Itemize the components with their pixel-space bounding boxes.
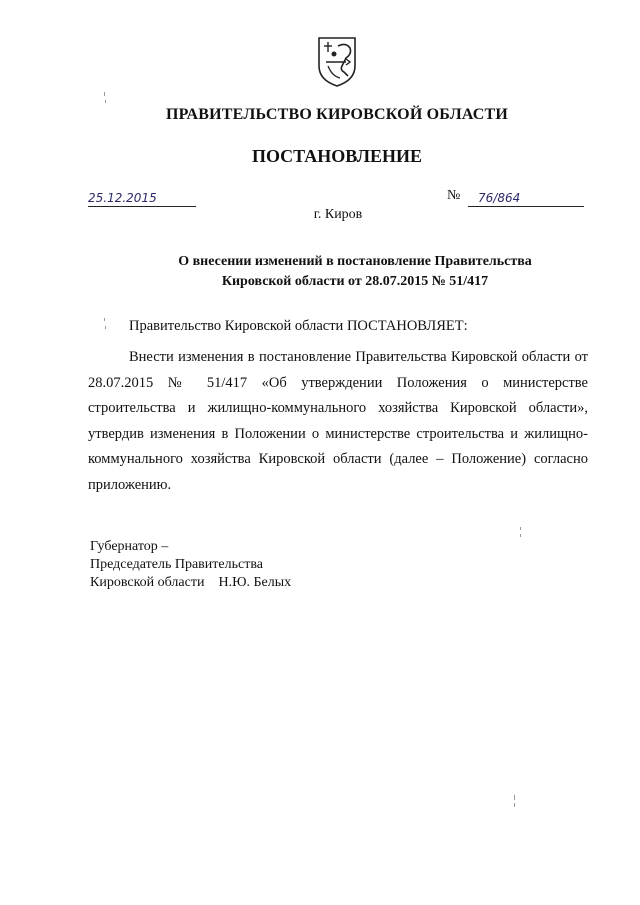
preamble: Правительство Кировской области ПОСТАНОВЛЯЕТ: — [129, 318, 468, 334]
date-field — [88, 186, 196, 207]
scan-speck — [514, 795, 515, 800]
government-title: ПРАВИТЕЛЬСТВО КИРОВСКОЙ ОБЛАСТИ — [165, 106, 509, 123]
scan-speck — [520, 534, 521, 537]
handwritten-number: 76/864 — [478, 191, 521, 205]
signatory-title-2: Председатель Правительства — [90, 557, 263, 572]
kirov-coat-of-arms-icon — [316, 36, 358, 88]
document-type-heading: ПОСТАНОВЛЕНИЕ — [251, 146, 423, 166]
signature-block — [90, 538, 291, 592]
resolution-paragraph: Внести изменения в постановление Правительства Кировской области от 28.07.2015 № 51/417 «Об утверждении Положения о министерстве строительства и жилищно-коммунального хозяйства Кировской области», утвердив изменения в Положении о министерстве строительства и жилищно-коммунального хозяйства Кировской области (далее – Положение) согласно приложению. — [88, 349, 588, 493]
signatory-title-1: Губернатор – — [90, 539, 169, 554]
number-sign: № — [447, 188, 461, 203]
city-line: г. Киров — [313, 207, 363, 222]
scan-speck — [105, 326, 106, 329]
scan-speck — [514, 803, 515, 807]
scan-speck — [105, 100, 106, 103]
handwritten-date: 25.12.2015 — [88, 191, 157, 205]
signatory-line-3 — [90, 574, 291, 592]
scan-speck — [104, 318, 105, 321]
number-field — [468, 186, 584, 207]
subject-line-1: О внесении изменений в постановление Правительства — [178, 254, 532, 269]
scan-speck — [520, 527, 521, 530]
subject-line-2: Кировской области от 28.07.2015 № 51/417 — [221, 274, 489, 289]
signatory-region: Кировской области — [90, 575, 205, 590]
signatory-name: Н.Ю. Белых — [218, 575, 292, 590]
document-subject — [120, 252, 590, 292]
scan-speck — [104, 92, 105, 96]
